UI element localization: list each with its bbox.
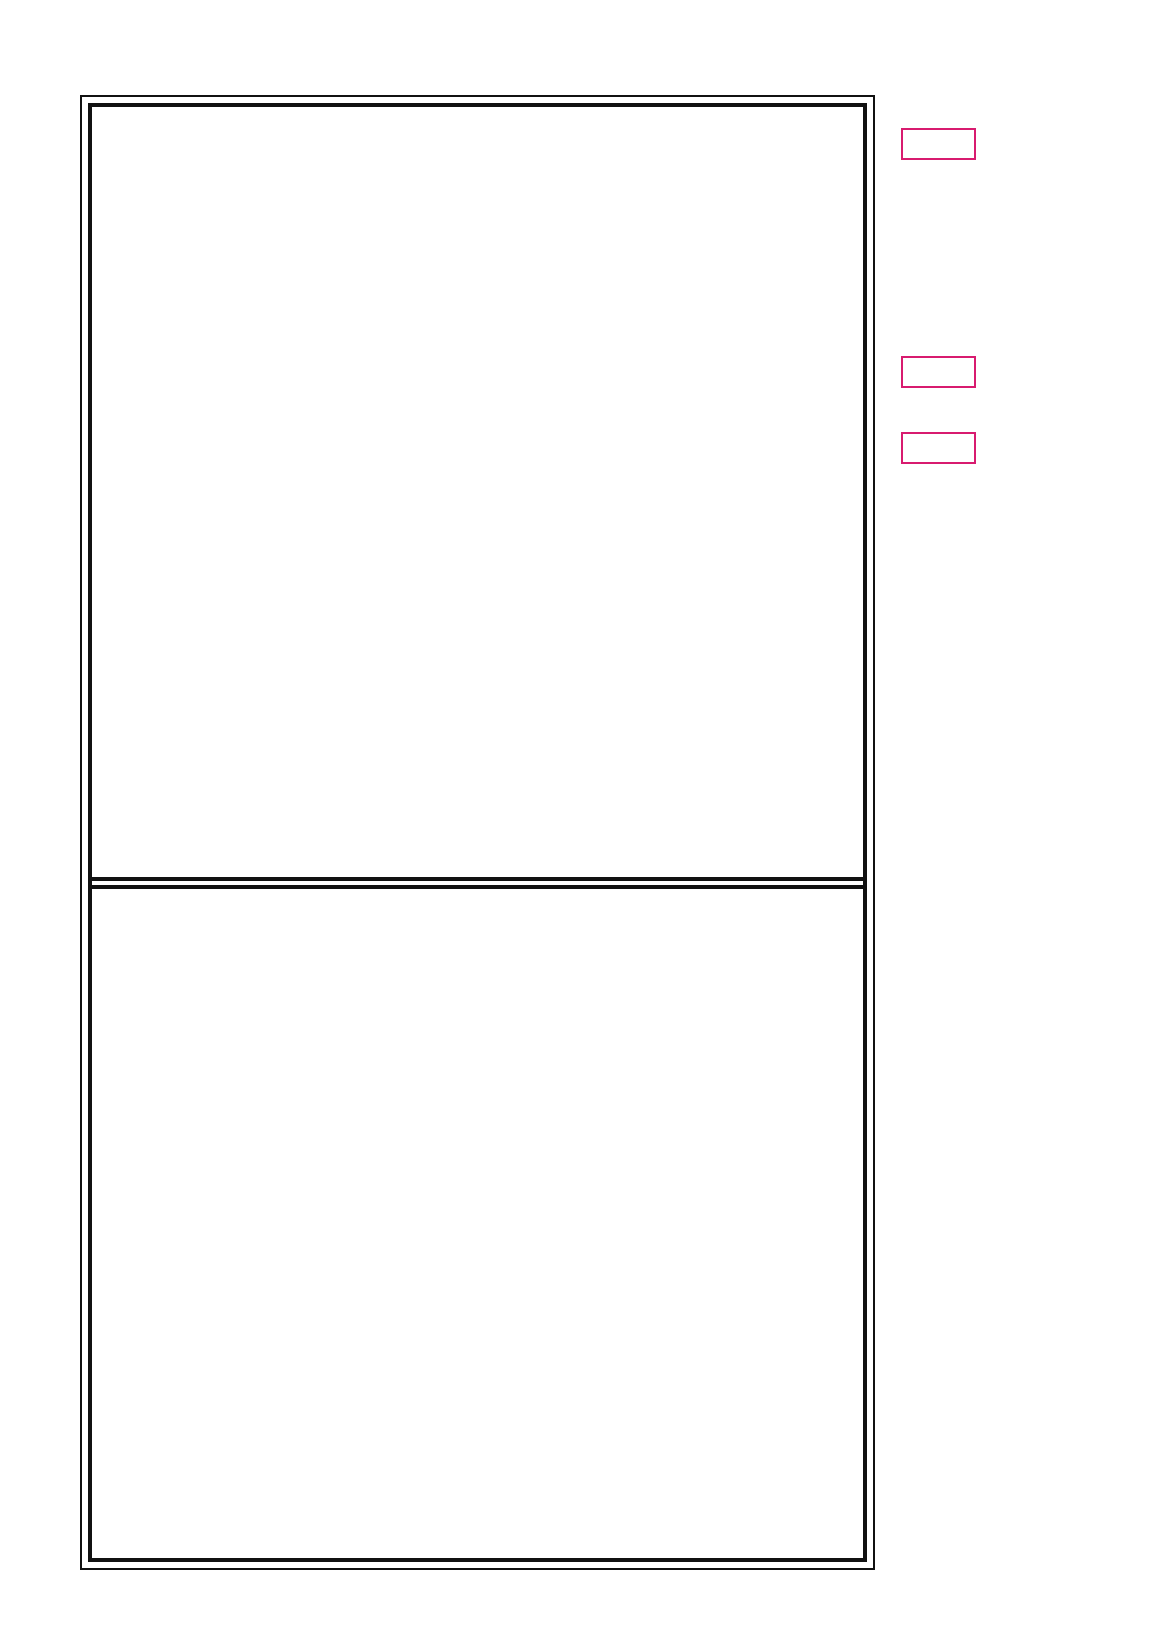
hadith-number [901,356,976,388]
commentary-block [116,907,839,1557]
page-frame [80,95,875,1570]
hadith-number [901,128,976,160]
page-header [80,45,880,95]
inner-border [88,103,867,1562]
hadith-text-block [118,127,839,857]
section-divider [92,877,863,881]
section-divider [92,885,863,889]
hadith-number [901,432,976,464]
